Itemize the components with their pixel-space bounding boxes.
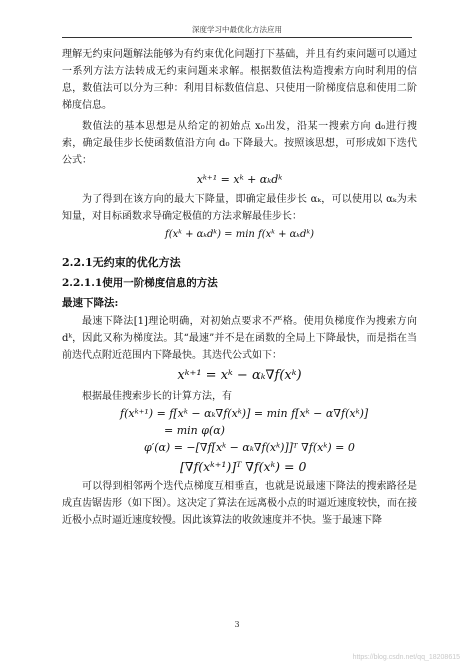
heading-2-2-1-1: 2.2.1.1使用一阶梯度信息的方法 xyxy=(62,277,218,289)
paragraph-steepest-descent: 最速下降法[1]理论明确，对初始点要求不严格。使用负梯度作为搜索方向 dᵏ，因此又称为梯度法。其“最速”并不是在函数的全局上下降最快，而是指在当前迭代点附近范围内下降最快。其迭代公式如下： xyxy=(62,316,417,361)
page-number: 3 xyxy=(234,620,240,629)
header-rule xyxy=(62,37,412,38)
derivation-block xyxy=(120,405,417,478)
heading-2-2-1: 2.2.1无约束的优化方法 xyxy=(62,256,181,269)
derivation-line-2: = min φ(α) xyxy=(164,424,225,437)
heading-steepest-descent: 最速下降法: xyxy=(62,297,119,309)
equation-sd-iteration: xᵏ⁺¹ = xᵏ − αₖ∇f(xᵏ) xyxy=(177,368,302,383)
page-content xyxy=(62,46,417,529)
paragraph-intro: 理解无约束问题解法能够为有约束优化问题打下基础，并且有约束问题可以通过一系列方法方法转成无约束问题来求解。根据数值法构造搜索方向时利用的信息，数值法可以分为三种：利用目标数值信息、只使用一阶梯度信息和使用二阶梯度信息。 xyxy=(62,49,417,111)
equation-iteration: xᵏ⁺¹ = xᵏ + αₖdᵏ xyxy=(196,173,283,186)
running-header: 深度学习中最优化方法应用 xyxy=(192,25,282,34)
paragraph-conclusion: 可以得到相邻两个迭代点梯度互相垂直，也就是说最速下降法的搜索路径是成直齿锯齿形（如下图）。这决定了算法在远离极小点的时逼近速度较快，而在接近极小点时逼近速度较慢。因此该算法的收敛速度并不快。鉴于最速下降 xyxy=(62,481,417,526)
paragraph-basic-idea: 数值法的基本思想是从给定的初始点 x₀出发，沿某一搜索方向 d₀进行搜索，确定最佳步长使函数值沿方向 d₀ 下降最大。按照该思想，可形成如下迭代公式： xyxy=(62,121,417,166)
equation-line-search: f(xᵏ + αₖdᵏ) = min f(xᵏ + αₖdᵏ) xyxy=(165,229,314,240)
derivation-line-3: φ′(α) = −[∇f[xᵏ − αₖ∇f(xᵏ)]]ᵀ ∇f(xᵏ) = 0 xyxy=(144,441,355,454)
derivation-line-1: f(xᵏ⁺¹) = f[xᵏ − αₖ∇f(xᵏ)] = min f[xᵏ − α∇f(xᵏ)] xyxy=(120,407,369,420)
watermark: https://blog.csdn.net/qq_18208615 xyxy=(352,654,460,661)
paragraph-step-calc: 根据最佳搜索步长的计算方法，有 xyxy=(82,391,232,402)
paragraph-step-size: 为了得到在该方向的最大下降量，即确定最佳步长 αₖ，可以使用以 αₖ为未知量，对目标函数求导确定极值的方法求解最佳步长： xyxy=(62,194,417,222)
derivation-line-4: [∇f(xᵏ⁺¹)]ᵀ ∇f(xᵏ) = 0 xyxy=(180,459,307,474)
